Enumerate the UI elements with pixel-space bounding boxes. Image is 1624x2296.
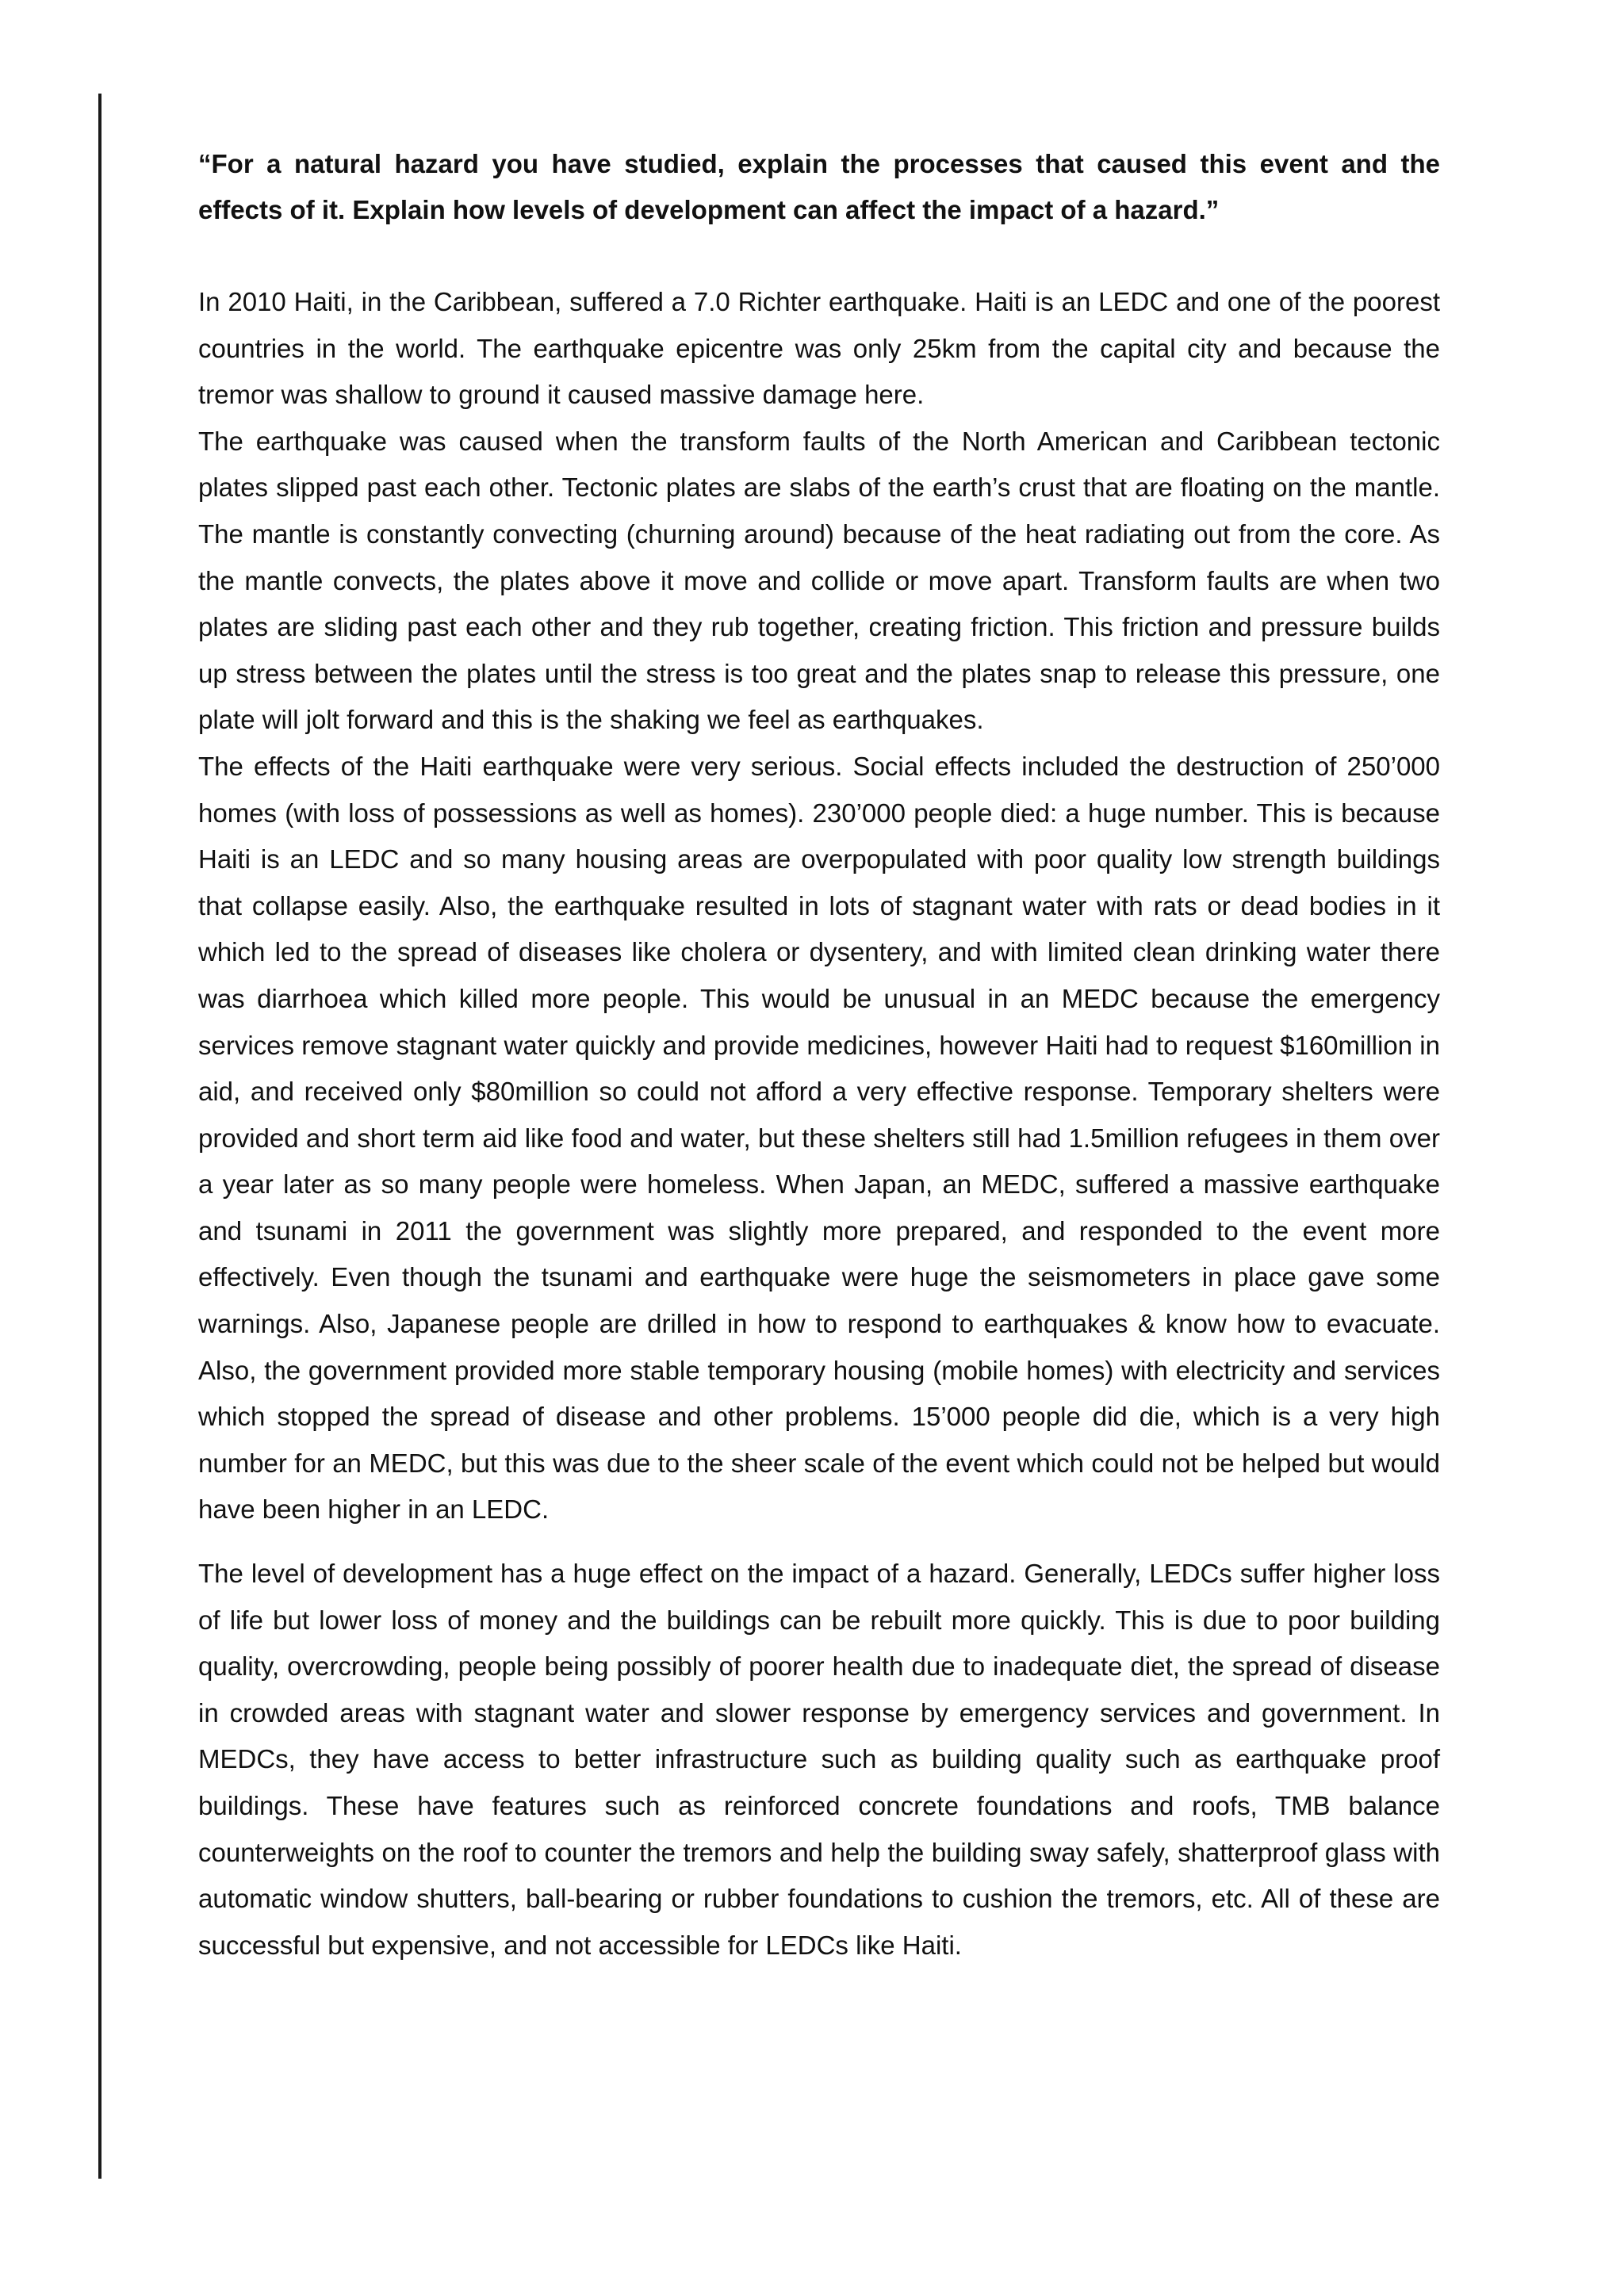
- paragraph-haiti-intro: In 2010 Haiti, in the Caribbean, suffered a 7.0 Richter earthquake. Haiti is an LEDC and one of the poorest countries in the world. The earthquake epicentre was only 25km from the capital city and because the tremor was shallow to ground it caused massive damage here.: [198, 287, 1440, 410]
- paragraph-earthquake-causes: The earthquake was caused when the transform faults of the North American and Caribbean tectonic plates slipped past each other. Tectonic plates are slabs of the earth’s crust that are floating on the mantle. The mantle is constantly convecting (churning around) because of the heat radiating out from the core. As the mantle convects, the plates above it move and collide or move apart. Transform faults are when two plates are sliding past each other and they rub together, creating friction. This friction and pressure builds up stress between the plates until the stress is too great and the plates snap to release this pressure, one plate will jolt forward and this is the shaking we feel as earthquakes.: [198, 426, 1440, 735]
- paragraph-development-impact: The level of development has a huge effect on the impact of a hazard. Generally, LEDCs suffer higher loss of life but lower loss of money and the buildings can be rebuilt more quickly. This is due to poor building quality, overcrowding, people being possibly of poorer health due to inadequate diet, the spread of disease in crowded areas with stagnant water and slower response by emergency services and government. In MEDCs, they have access to better infrastructure such as building quality such as earthquake proof buildings. These have features such as reinforced concrete foundations and roofs, TMB balance counterweights on the roof to counter the tremors and help the building sway safely, shatterproof glass with automatic window shutters, ball-bearing or rubber foundations to cushion the tremors, etc. All of these are successful but expensive, and not accessible for LEDCs like Haiti.: [198, 1559, 1440, 1960]
- margin-rule: [98, 94, 102, 2179]
- essay-page: [198, 141, 1440, 1969]
- essay-question: “For a natural hazard you have studied, explain the processes that caused this event and the effects of it. Explain how levels of development can affect the impact of a hazard.”: [198, 149, 1440, 224]
- paragraph-earthquake-effects: The effects of the Haiti earthquake were very serious. Social effects included the destruction of 250’000 homes (with loss of possessions as well as homes). 230’000 people died: a huge number. This is because Haiti is an LEDC and so many housing areas are overpopulated with poor quality low strength buildings that collapse easily. Also, the earthquake resulted in lots of stagnant water with rats or dead bodies in it which led to the spread of diseases like cholera or dysentery, and with limited clean drinking water there was diarrhoea which killed more people. This would be unusual in an MEDC because the emergency services remove stagnant water quickly and provide medicines, however Haiti had to request $160million in aid, and received only $80million so could not afford a very effective response. Temporary shelters were provided and short term aid like food and water, but these shelters still had 1.5million refugees in them over a year later as so many people were homeless. When Japan, an MEDC, suffered a massive earthquake and tsunami in 2011 the government was slightly more prepared, and responded to the event more effectively. Even though the tsunami and earthquake were huge the seismometers in place gave some warnings. Also, Japanese people are drilled in how to respond to earthquakes & know how to evacuate. Also, the government provided more stable temporary housing (mobile homes) with electricity and services which stopped the spread of disease and other problems. 15’000 people did die, which is a very high number for an MEDC, but this was due to the sheer scale of the event which could not be helped but would have been higher in an LEDC.: [198, 751, 1440, 1525]
